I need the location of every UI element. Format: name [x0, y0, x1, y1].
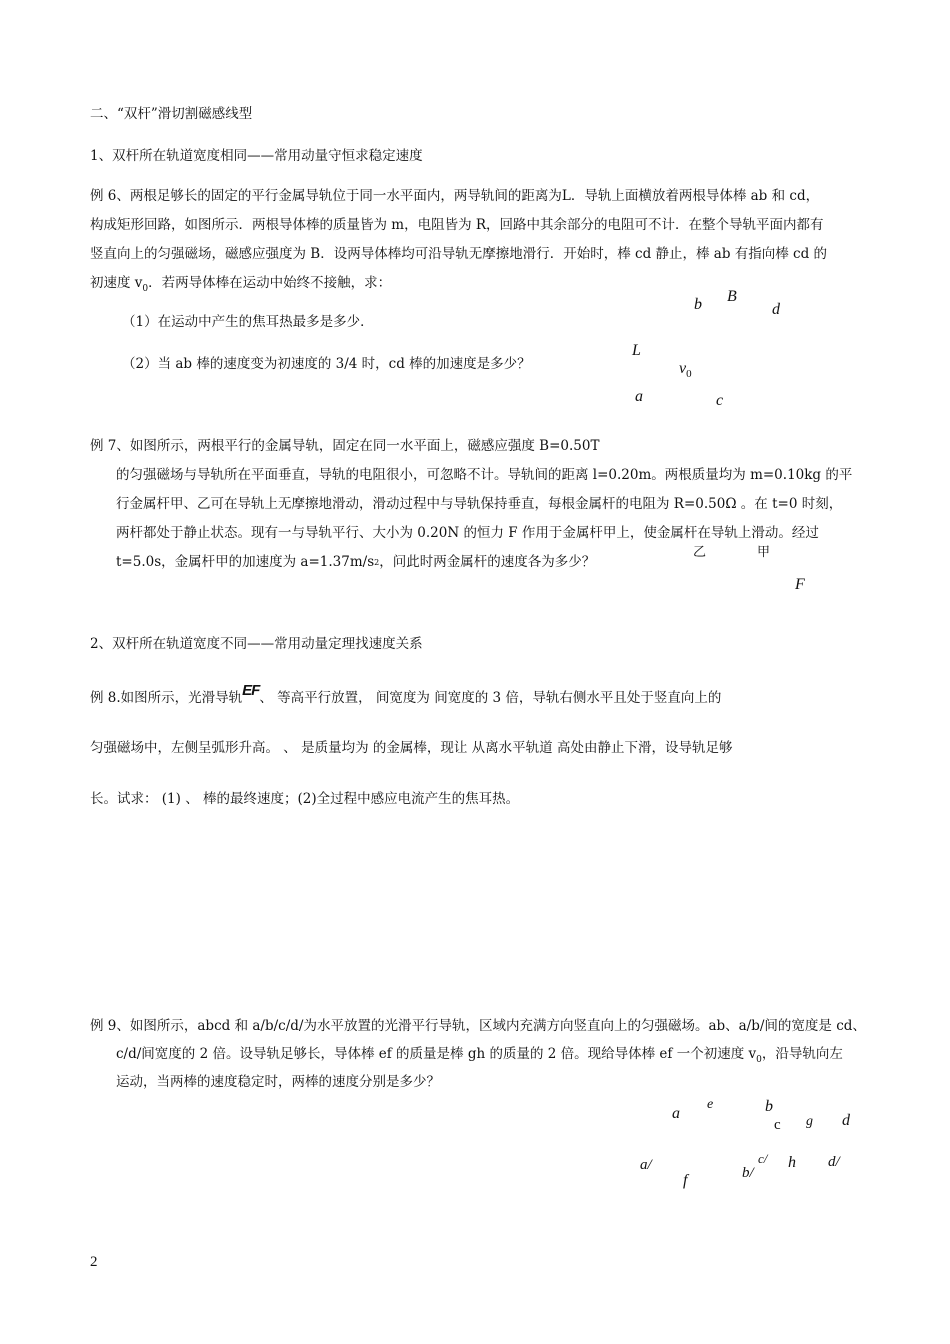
ex8-line3: 长。试求： (1) 、 棒的最终速度；(2)全过程中感应电流产生的焦耳热。: [90, 791, 520, 807]
fig7-label-F: F: [795, 576, 805, 593]
fig6-label-b: b: [694, 296, 702, 313]
ex8-line1: [90, 684, 721, 712]
ex9-line3: 运动，当两棒的速度稳定时，两棒的速度分别是多少？: [116, 1074, 440, 1090]
fig7-label-yi: 乙: [693, 544, 707, 559]
fig6-label-L: L: [632, 342, 641, 359]
page-number: 2: [90, 1254, 98, 1270]
ex7-line5: [116, 548, 595, 577]
fig6-label-d: d: [772, 301, 780, 318]
ex6-line4: [90, 269, 391, 303]
ex6-line2: 构成矩形回路，如图所示．两根导体棒的质量皆为 m，电阻皆为 R，回路中其余部分的电阻可不计．在整个导轨平面内都有: [90, 217, 824, 233]
fig6-label-B: B: [727, 288, 737, 305]
fig6-v-subscript: 0: [686, 368, 692, 380]
ex7-line3: 行金属杆甲、乙可在导轨上无摩擦地滑动，滑动过程中与导轨保持垂直，每根金属杆的电阻为 R=0.50Ω 。在 t=0 时刻，: [116, 496, 843, 512]
fig9-label-c-prime: c/: [758, 1151, 768, 1166]
fig9-label-h: h: [788, 1154, 796, 1171]
fig9-label-d: d: [842, 1112, 850, 1129]
fig6-label-c: c: [716, 392, 724, 409]
ex8-EF-symbol: EF: [242, 682, 260, 699]
section-title: 二、“双杆”滑切割磁感线型: [90, 106, 253, 122]
fig6-label-a: a: [635, 388, 643, 405]
ex7-line5-text: t=5.0s，金属杆甲的加速度为 a=1.37m/s: [116, 554, 375, 570]
fig9-label-d-prime: d/: [828, 1154, 840, 1170]
fig9-label-a-prime: a/: [640, 1157, 652, 1173]
ex8-line1-rest: 、 等高平行放置， 间宽度为 间宽度的 3 倍，导轨右侧水平且处于竖直向上的: [259, 690, 722, 706]
ex6-question-2: （2）当 ab 棒的速度变为初速度的 3/4 时，cd 棒的加速度是多少？: [122, 356, 531, 372]
ex9-v0-subscript: 0: [756, 1055, 762, 1065]
ex6-line4-text: 初速度 v: [90, 275, 143, 291]
fig9-label-b-prime: b/: [742, 1165, 754, 1181]
ex8-line1-text: 例 8.如图所示，光滑导轨: [90, 690, 243, 706]
ex7-line5-rest: ，问此时两金属杆的速度各为多少？: [379, 554, 596, 570]
ex7-squared: 2: [374, 558, 380, 567]
ex6-v0-subscript: 0: [142, 284, 149, 294]
ex7-line2: 的匀强磁场与导轨所在平面垂直，导轨的电阻很小，可忽略不计。导轨间的距离 l=0.20m。两根质量均为 m=0.10kg 的平: [116, 467, 853, 483]
ex9-line2-rest: ，沿导轨向左: [761, 1046, 843, 1062]
fig7-label-jia: 甲: [757, 544, 771, 559]
ex7-line1: 例 7、如图所示，两根平行的金属导轨，固定在同一水平面上，磁感应强度 B=0.50T: [90, 438, 600, 454]
fig6-label-v0: [679, 360, 692, 380]
ex9-line1: 例 9、如图所示，abcd 和 a/b/c/d/为水平放置的光滑平行导轨，区域内充满方向竖直向上的匀强磁场。ab、a/b/间的宽度是 cd、: [90, 1018, 866, 1034]
fig9-label-f: f: [683, 1172, 688, 1189]
ex9-line2-text: c/d/间宽度的 2 倍。设导轨足够长，导体棒 ef 的质量是棒 gh 的质量的 2 倍。现给导体棒 ef 一个初速度 v: [116, 1046, 757, 1062]
subsection-title-1: 1、双杆所在轨道宽度相同——常用动量守恒求稳定速度: [90, 148, 423, 164]
fig6-v: v: [679, 360, 687, 377]
ex7-line4: 两杆都处于静止状态。现有一与导轨平行、大小为 0.20N 的恒力 F 作用于金属杆甲上，使金属杆在导轨上滑动。经过: [116, 525, 819, 541]
ex6-question-1: （1）在运动中产生的焦耳热最多是多少．: [122, 314, 374, 330]
fig9-label-g: g: [806, 1114, 813, 1129]
fig9-label-a: a: [672, 1105, 680, 1122]
ex6-line4-rest: ．若两导体棒在运动中始终不接触，求：: [148, 275, 392, 291]
fig9-label-c: c: [774, 1117, 781, 1133]
ex8-line2: 匀强磁场中，左侧呈弧形升高。 、 是质量均为 的金属棒，现让 从离水平轨道 高处由静止下滑，设导轨足够: [90, 740, 733, 756]
subsection-title-2: 2、双杆所在轨道宽度不同——常用动量定理找速度关系: [90, 636, 423, 652]
ex6-line3: 竖直向上的匀强磁场，磁感应强度为 B．设两导体棒均可沿导轨无摩擦地滑行．开始时，棒 cd 静止，棒 ab 有指向棒 cd 的: [90, 246, 828, 262]
fig9-label-e: e: [707, 1097, 714, 1112]
fig9-label-b: b: [765, 1098, 773, 1115]
ex6-line1: 例 6、两根足够长的固定的平行金属导轨位于同一水平面内，两导轨间的距离为L．导轨上面横放着两根导体棒 ab 和 cd，: [90, 188, 820, 204]
